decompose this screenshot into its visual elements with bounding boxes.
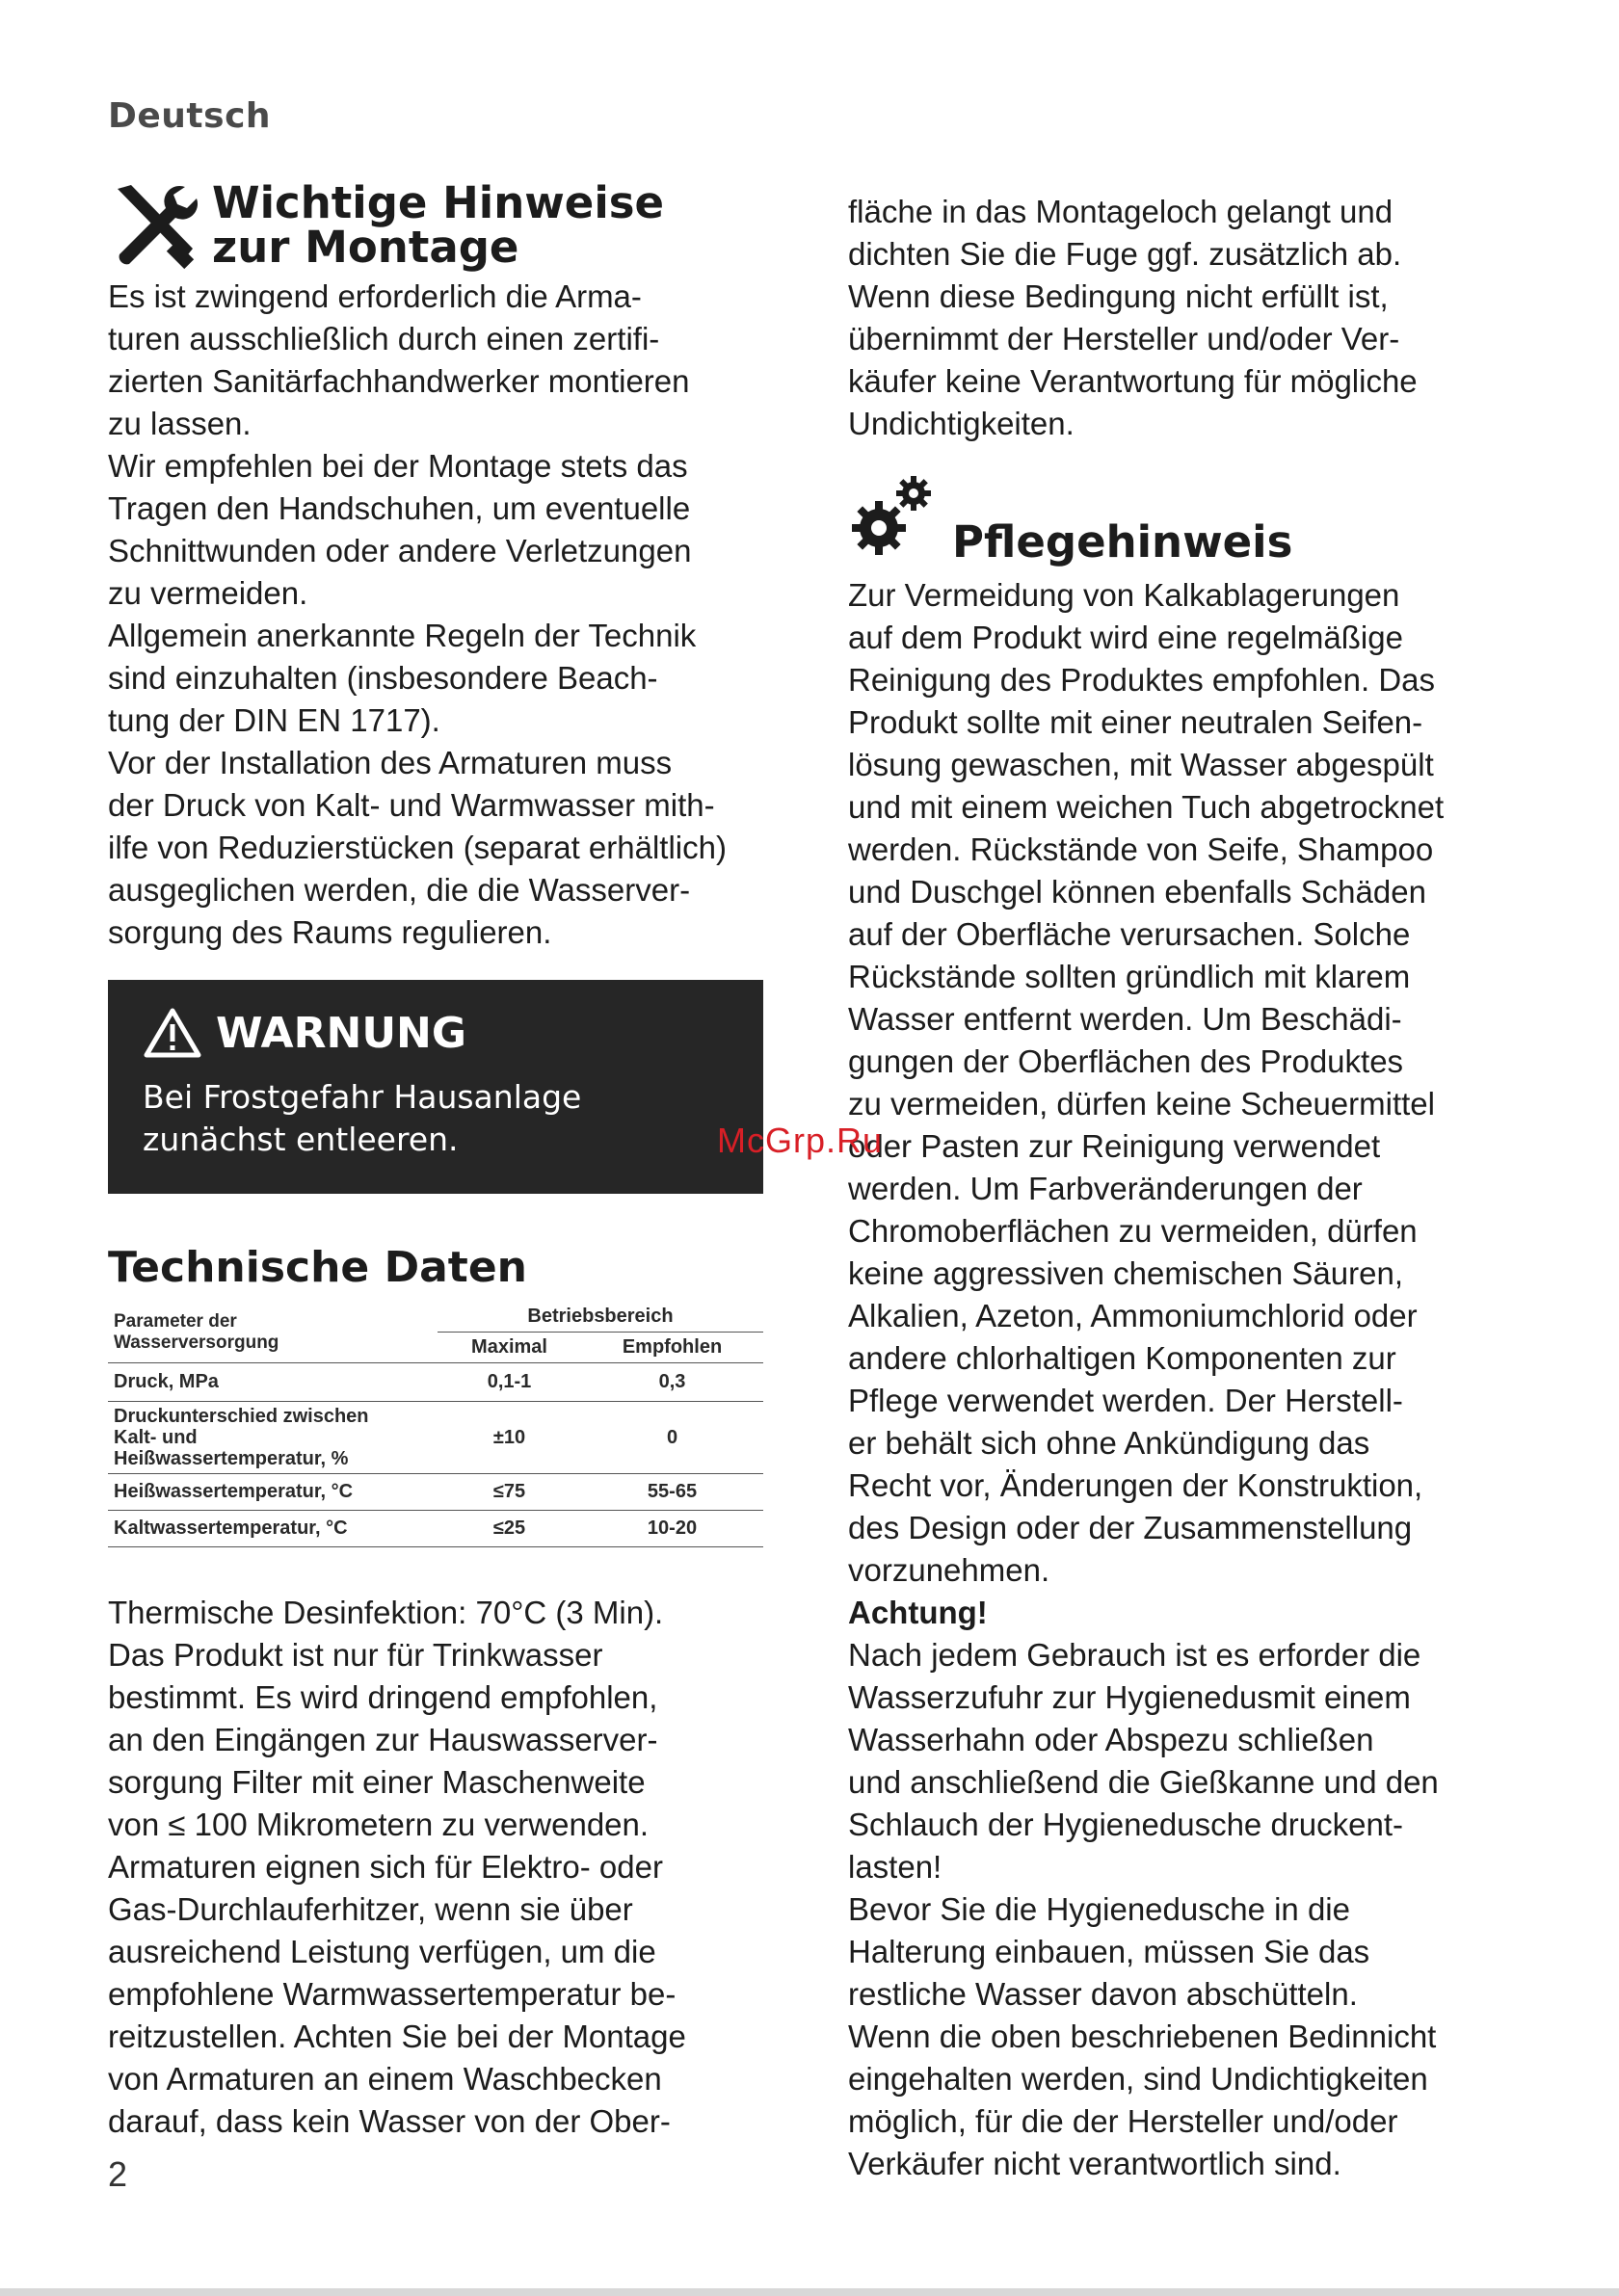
montage-paragraph: Wir empfehlen bei der Montage stets das Tragen den Handschuhen, um eventuelle Schnittwunden oder andere Verletzungen zu vermeiden. [108, 448, 692, 611]
gears-icon [848, 472, 937, 561]
header-rec: Empfohlen [581, 1333, 763, 1363]
montage-heading [108, 177, 665, 274]
tools-icon [108, 181, 200, 274]
care-text-block [848, 574, 1542, 2185]
table-cell-max: 0,1-1 [438, 1363, 581, 1402]
watermark: McGrp.Ru [717, 1121, 884, 1160]
montage-paragraph: Es ist zwingend erforderlich die Arma- turen ausschließlich durch einen zertifi- zierten Sanitärfachhandwerker montieren zu lassen. [108, 278, 690, 441]
table-cell-rec: 10-20 [581, 1511, 763, 1547]
page-number: 2 [108, 2154, 128, 2194]
right-top-text: fläche in das Montageloch gelangt und dichten Sie die Fuge ggf. zusätzlich ab. Wenn diese Bedingung nicht erfüllt ist, übernimmt der Hersteller und/oder Ver- käufer keine Verantwortung für mögliche Undichtigkeiten. [848, 194, 1418, 441]
header-max: Maximal [438, 1333, 581, 1363]
tech-after-text-block [108, 1592, 783, 2143]
care-heading [848, 472, 1293, 567]
header-range: Betriebsbereich [438, 1302, 763, 1333]
table-header-row [108, 1302, 763, 1333]
table-row [108, 1363, 763, 1402]
table-cell-param: Druckunterschied zwischen Kalt- und Heißwassertemperatur, % [108, 1402, 438, 1474]
warning-text: Bei Frostgefahr Hausanlage zunächst entleeren. [143, 1078, 582, 1158]
table-cell-rec: 55-65 [581, 1474, 763, 1511]
table-cell-rec: 0,3 [581, 1363, 763, 1402]
bottom-divider [0, 2288, 1619, 2296]
care-title: Pflegehinweis [952, 516, 1293, 567]
montage-title-line1: Wichtige Hinweise [212, 177, 665, 228]
tech-title: Technische Daten [108, 1243, 527, 1292]
header-param: Parameter der Wasserversorgung [108, 1302, 438, 1363]
montage-paragraphs [108, 276, 783, 954]
tech-after-text: Thermische Desinfektion: 70°C (3 Min). Das Produkt ist nur für Trinkwasser bestimmt. Es wird dringend empfohlen, an den Eingängen zur Hauswasserver- sorgung Filter mit einer Maschenweite von ≤ 100 Mikrometern zu verwenden. Armaturen eignen sich für Elektro- oder Gas-Durchlauferhitzer, wenn sie über ausreichend Leistung verfügen, um die empfohlene Warmwassertemperatur be- reitzustellen. Achten Sie bei der Montage von Armaturen an einem Waschbecken darauf, dass kein Wasser von der Ober- [108, 1595, 686, 2139]
montage-paragraph: Vor der Installation des Armaturen muss der Druck von Kalt- und Warmwasser mith- ilfe von Reduzierstücken (separat erhältlich) ausgeglichen werden, die die Wasserver- sorgung des Raums regulieren. [108, 745, 727, 950]
language-label: Deutsch [108, 96, 272, 136]
warning-title: WARNUNG [216, 1008, 466, 1058]
achtung-text: Nach jedem Gebrauch ist es erforder die Wasserzufuhr zur Hygienedusmit einem Wasserhahn oder Abspezu schließen und anschließend die Gießkanne und den Schlauch der Hygienedusche druckent- lasten! Bevor Sie die Hygienedusche in die Halterung einbauen, müssen Sie das restliche Wasser davon abschütteln. Wenn die oben beschriebenen Bedinnicht eingehalten werden, sind Undichtigkeiten möglich, für die der Hersteller und/oder Verkäufer nicht verantwortlich sind. [848, 1637, 1439, 2181]
table-cell-max: ±10 [438, 1402, 581, 1474]
table-row [108, 1474, 763, 1511]
warning-title-row [143, 1007, 466, 1059]
table-cell-param: Kaltwassertemperatur, °C [108, 1511, 438, 1547]
table-cell-param: Heißwassertemperatur, °C [108, 1474, 438, 1511]
montage-paragraph: Allgemein anerkannte Regeln der Technik sind einzuhalten (insbesondere Beach- tung der DIN EN 1717). [108, 618, 697, 738]
table-cell-rec: 0 [581, 1402, 763, 1474]
table-row [108, 1511, 763, 1547]
achtung-label: Achtung! [848, 1595, 988, 1630]
warning-triangle-icon [143, 1007, 202, 1059]
tech-table [108, 1302, 763, 1547]
montage-title-line2: zur Montage [212, 222, 519, 273]
table-cell-param: Druck, MPa [108, 1363, 438, 1402]
right-top-block [848, 191, 1542, 445]
table-row [108, 1402, 763, 1474]
table-cell-max: ≤25 [438, 1511, 581, 1547]
care-text: Zur Vermeidung von Kalkablagerungen auf dem Produkt wird eine regelmäßige Reinigung des Produktes empfohlen. Das Produkt sollte mit einer neutralen Seifen- lösung gewaschen, mit Wasser abgespült und mit einem weichen Tuch abgetrocknet werden. Rückstände von Seife, Shampoo und Duschgel können ebenfalls Schäden auf der Oberfläche verursachen. Solche Rückstände sollten gründlich mit klarem Wasser entfernt werden. Um Beschädi- gungen der Oberflächen des Produktes zu vermeiden, dürfen keine Scheuermittel oder Pasten zur Reinigung verwendet werden. Um Farbveränderungen der Chromoberflächen zu vermeiden, dürfen keine aggressiven chemischen Säuren, Alkalien, Azeton, Ammoniumchlorid oder andere chlorhaltigen Komponenten zur Pflege verwendet werden. Der Herstell- er behält sich ohne Ankündigung das Recht vor, Änderungen der Konstruktion, des Design oder der Zusammenstellung vorzunehmen. [848, 577, 1445, 1588]
table-cell-max: ≤75 [438, 1474, 581, 1511]
warning-box [108, 980, 763, 1194]
